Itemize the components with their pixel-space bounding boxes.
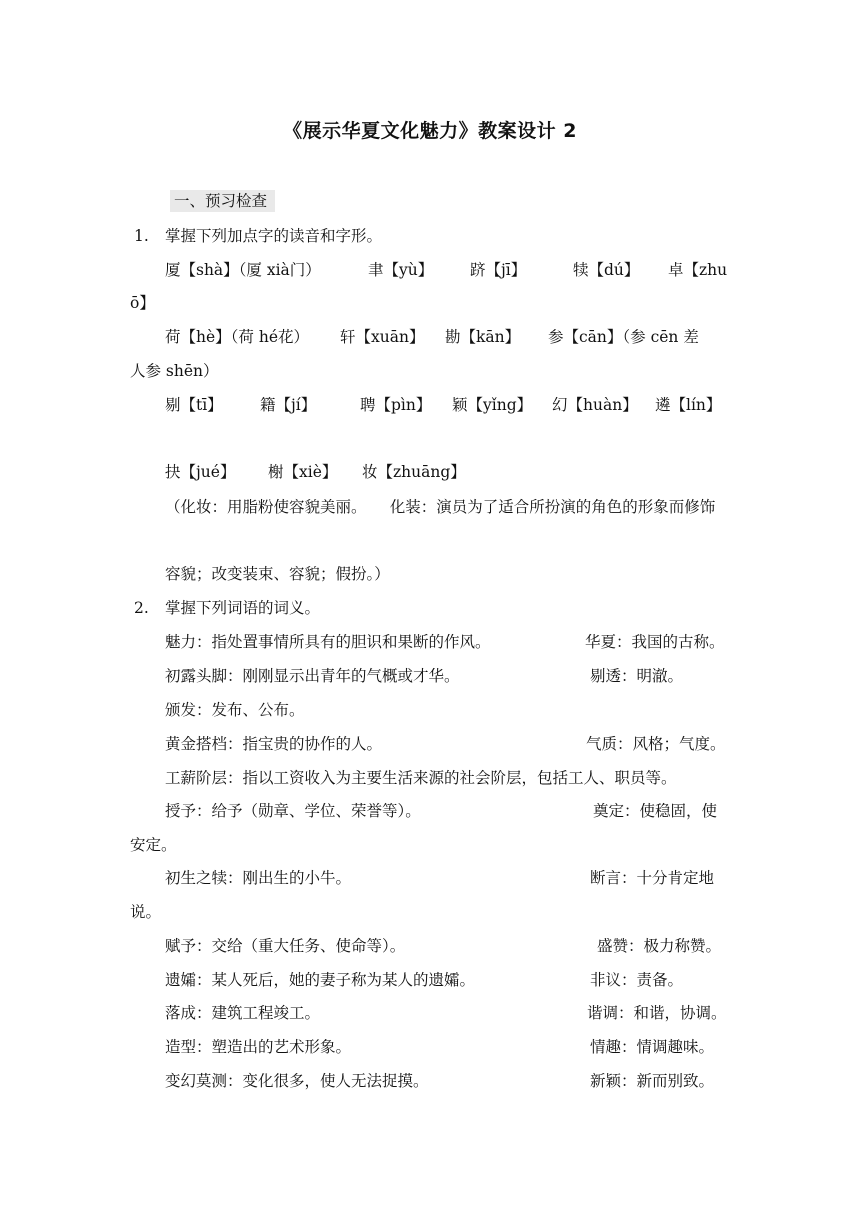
definition-right: 奠定：使稳固，使 (593, 802, 718, 820)
reading: 剔【tī】 (165, 396, 223, 414)
definition-left: 授予：给予（勋章、学位、荣誉等）。 (165, 802, 421, 820)
definition-right: 剔透：明澈。 (590, 667, 684, 685)
reading: 参【cān】（参 cēn 差 (548, 328, 699, 346)
definition-left: 魅力：指处置事情所具有的胆识和果断的作风。 (165, 633, 491, 651)
page-title: 《展示华夏文化魅力》教案设计 2 (283, 120, 577, 142)
reading: 人参 shēn） (130, 362, 219, 380)
definition-left: 颁发：发布、公布。 (165, 701, 305, 719)
reading: 厦【shà】（厦 xià门） (165, 261, 321, 279)
reading: 颖【yǐng】 (452, 396, 533, 414)
definition-right: 情趣：情调趣味。 (590, 1038, 715, 1056)
definition-left: 遗孀：某人死后，她的妻子称为某人的遗孀。 (165, 971, 476, 989)
reading: 荷【hè】（荷 hé花） (165, 328, 309, 346)
reading: 聘【pìn】 (360, 396, 432, 414)
reading: 籍【jí】 (260, 396, 317, 414)
definition-right: 断言：十分肯定地 (590, 869, 715, 887)
definition-left: 赋予：交给（重大任务、使命等）。 (165, 937, 406, 955)
definition-left: 工薪阶层：指以工资收入为主要生活来源的社会阶层，包括工人、职员等。 (165, 769, 677, 787)
definition-right: 新颖：新而别致。 (590, 1072, 715, 1090)
reading: 妆【zhuāng】 (362, 463, 466, 481)
definition-left: 初生之犊：刚出生的小牛。 (165, 869, 352, 887)
item-number: 2. (134, 599, 149, 617)
note-paragraph (130, 490, 732, 524)
definition-left: 初露头脚：刚刚显示出青年的气概或才华。 (165, 667, 460, 685)
reading: 聿【yù】 (368, 261, 434, 279)
definition-right: 华夏：我国的古称。 (585, 633, 725, 651)
item-text: 掌握下列词语的词义。 (165, 599, 321, 617)
reading: 抉【jué】 (165, 463, 236, 481)
definition-left: 变幻莫测：变化很多，使人无法捉摸。 (165, 1072, 429, 1090)
reading: 遴【lín】 (655, 396, 722, 414)
definition-left: 安定。 (130, 836, 177, 854)
definition-right: 盛赞：极力称赞。 (597, 937, 722, 955)
definition-left: 黄金搭档：指宝贵的协作的人。 (165, 735, 383, 753)
definition-right: 气质：风格；气度。 (586, 735, 726, 753)
reading: 卓【zhu (668, 261, 728, 279)
definition-left: 说。 (130, 903, 162, 921)
reading: 幻【huàn】 (552, 396, 638, 414)
definition-right: 非议：责备。 (590, 971, 684, 989)
reading: 勘【kān】 (445, 328, 521, 346)
section-heading: 一、预习检查 (170, 190, 275, 212)
reading: 轩【xuān】 (340, 328, 425, 346)
note-text: （化妆：用脂粉使容貌美丽。 化装：演员为了适合所扮演的角色的形象而修饰 (165, 498, 716, 516)
reading: 跻【jī】 (470, 261, 527, 279)
definition-right: 谐调：和谐，协调。 (587, 1004, 727, 1022)
item-number: 1. (134, 227, 149, 245)
reading: ō】 (130, 294, 155, 312)
definition-left: 造型：塑造出的艺术形象。 (165, 1038, 352, 1056)
definition-left: 落成：建筑工程竣工。 (165, 1004, 321, 1022)
item-text: 掌握下列加点字的读音和字形。 (165, 227, 383, 245)
reading: 榭【xiè】 (268, 463, 338, 481)
note-text: 容貌；改变装束、容貌；假扮。） (165, 565, 390, 583)
reading: 犊【dú】 (573, 261, 640, 279)
